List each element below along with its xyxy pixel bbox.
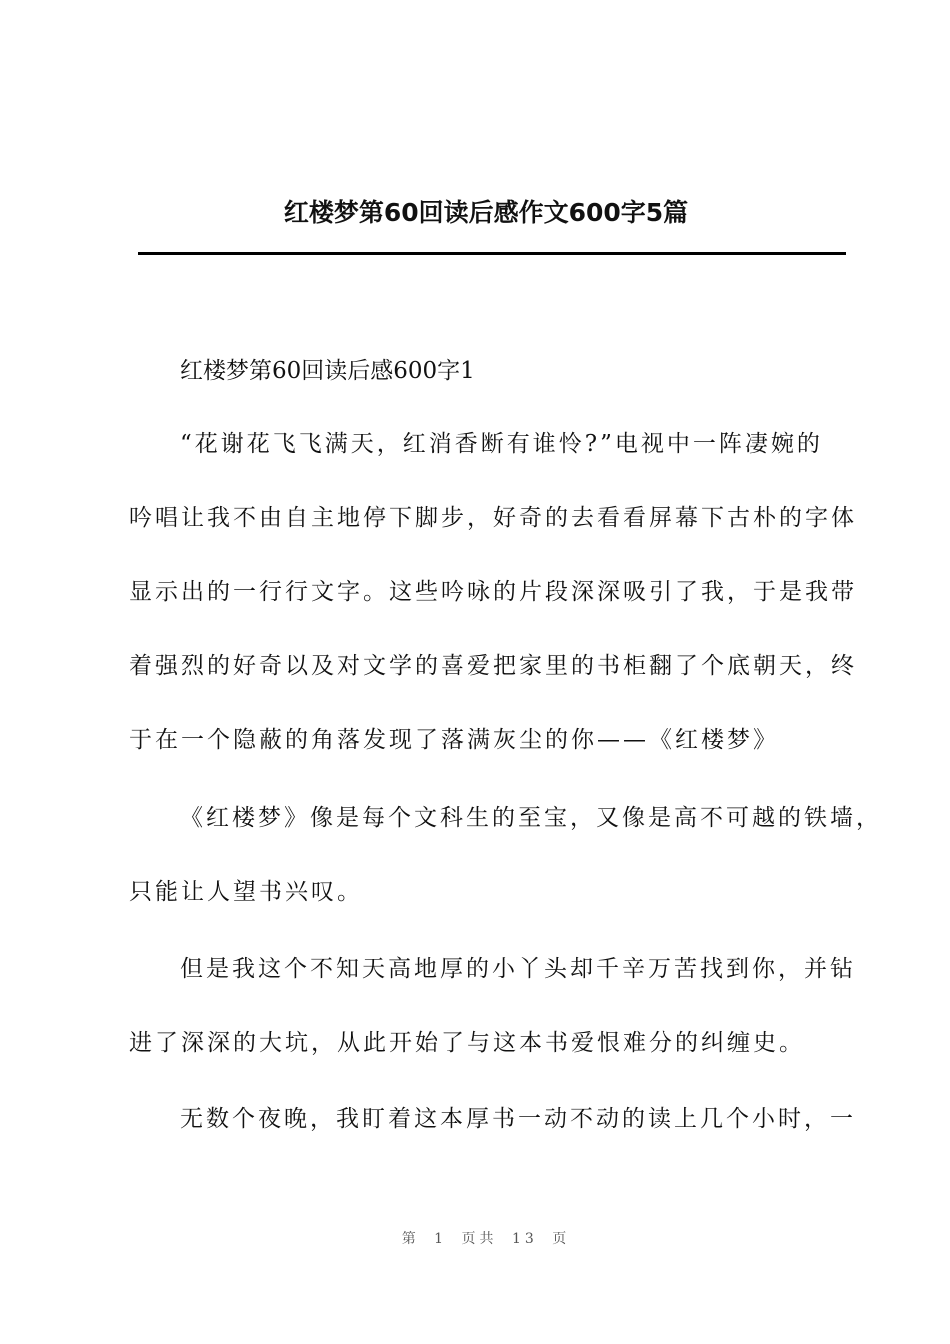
page-number-footer: 第 1 页共 13 页 <box>401 1231 571 1247</box>
paragraph-line: 《红楼梦》像是每个文科生的至宝，又像是高不可越的铁墙， <box>180 805 882 831</box>
paragraph-line: 吟唱让我不由自主地停下脚步，好奇的去看看屏幕下古朴的字体 <box>129 505 857 531</box>
paragraph-line: 但是我这个不知天高地厚的小丫头却千辛万苦找到你，并钻 <box>180 956 856 982</box>
paragraph-line: 于在一个隐蔽的角落发现了落满灰尘的你——《红楼梦》 <box>129 727 779 753</box>
title-underline <box>138 252 846 255</box>
paragraph-line: 显示出的一行行文字。这些吟咏的片段深深吸引了我，于是我带 <box>129 579 857 605</box>
paragraph-line: 无数个夜晚，我盯着这本厚书一动不动的读上几个小时，一 <box>180 1106 856 1132</box>
document-title: 红楼梦第60回读后感作文600字5篇 <box>283 198 689 227</box>
section-heading: 红楼梦第60回读后感600字1 <box>180 358 475 384</box>
paragraph-line: 只能让人望书兴叹。 <box>129 879 363 905</box>
paragraph-line: “花谢花飞飞满天，红消香断有谁怜?”电视中一阵凄婉的 <box>180 431 823 457</box>
paragraph-line: 进了深深的大坑，从此开始了与这本书爱恨难分的纠缠史。 <box>129 1030 805 1056</box>
paragraph-line: 着强烈的好奇以及对文学的喜爱把家里的书柜翻了个底朝天，终 <box>129 653 857 679</box>
